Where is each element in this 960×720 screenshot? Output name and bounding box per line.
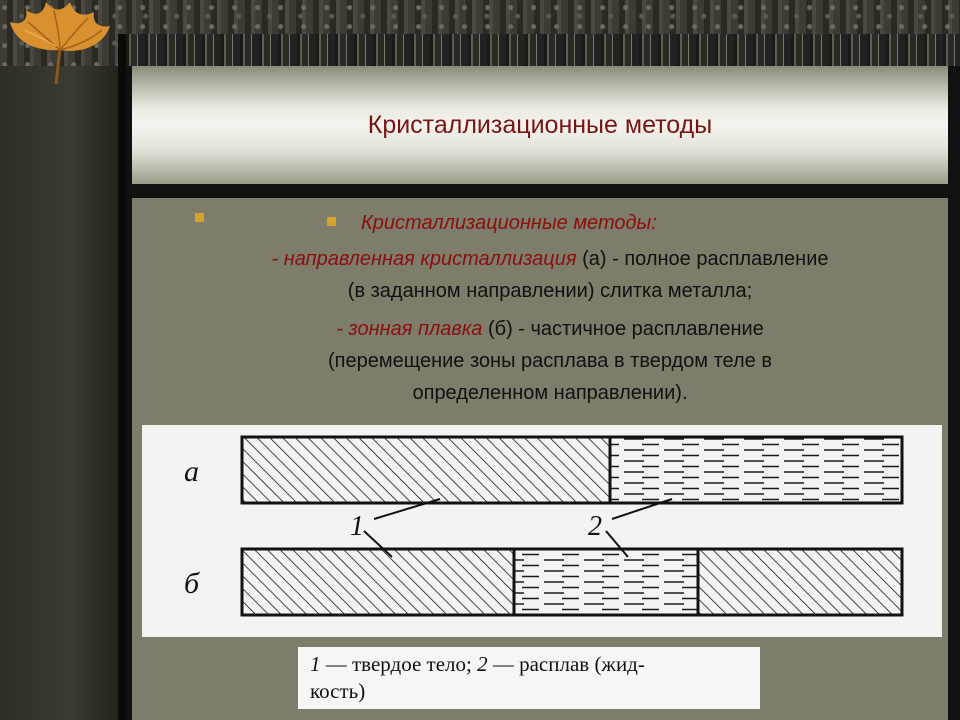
label-a: а	[184, 455, 199, 488]
melt-zone-a	[610, 437, 902, 503]
bullet-square-icon	[195, 213, 204, 222]
ingot-a	[242, 437, 902, 503]
paragraph-text: (перемещение зоны расплава в твердом теле в	[328, 350, 772, 372]
title-band	[132, 66, 948, 184]
paragraph-text: (а) - полное расплавление	[576, 248, 829, 270]
solid-zone-b-left	[242, 549, 514, 615]
page-title: Кристаллизационные методы	[367, 111, 713, 139]
callout-1: 1	[350, 511, 364, 542]
crystallization-diagram	[142, 425, 942, 637]
decorative-frame-left	[0, 66, 118, 720]
solid-zone-a	[242, 437, 610, 503]
solid-zone-b-right	[698, 549, 902, 615]
melt-zone-b	[514, 549, 698, 615]
ingot-b	[242, 549, 902, 615]
paragraph-text: (в заданном направлении) слитка металла;	[347, 280, 753, 302]
bullet-marker-icon	[327, 217, 336, 226]
caption-num-2: 2	[477, 652, 488, 676]
decorative-film-strip	[126, 34, 960, 66]
paragraph-text: (б) - частичное расплавление	[482, 318, 764, 340]
caption-num-1: 1	[310, 652, 321, 676]
caption-text	[310, 651, 750, 705]
paragraph-text: определенном направлении).	[412, 382, 688, 404]
bullet-heading: Кристаллизационные методы:	[361, 212, 657, 234]
callout-2: 2	[588, 511, 602, 542]
term-zone-melting: зонная плавка	[348, 318, 483, 340]
term-directional-crystallization: направленная кристаллизация	[283, 248, 577, 270]
diagram-caption	[298, 647, 760, 709]
term-prefix: -	[336, 318, 349, 340]
decorative-frame-divider	[118, 34, 126, 720]
paragraph-directional-crystallization	[150, 243, 950, 307]
caption-part-1: — твердое тело;	[320, 652, 478, 676]
autumn-leaf-icon	[4, 0, 114, 86]
label-b: б	[184, 567, 200, 600]
caption-part-2: — расплав (жид-	[487, 652, 645, 676]
paragraph-zone-melting	[150, 313, 950, 409]
term-prefix: -	[271, 248, 284, 270]
caption-line-2: кость)	[310, 679, 366, 703]
